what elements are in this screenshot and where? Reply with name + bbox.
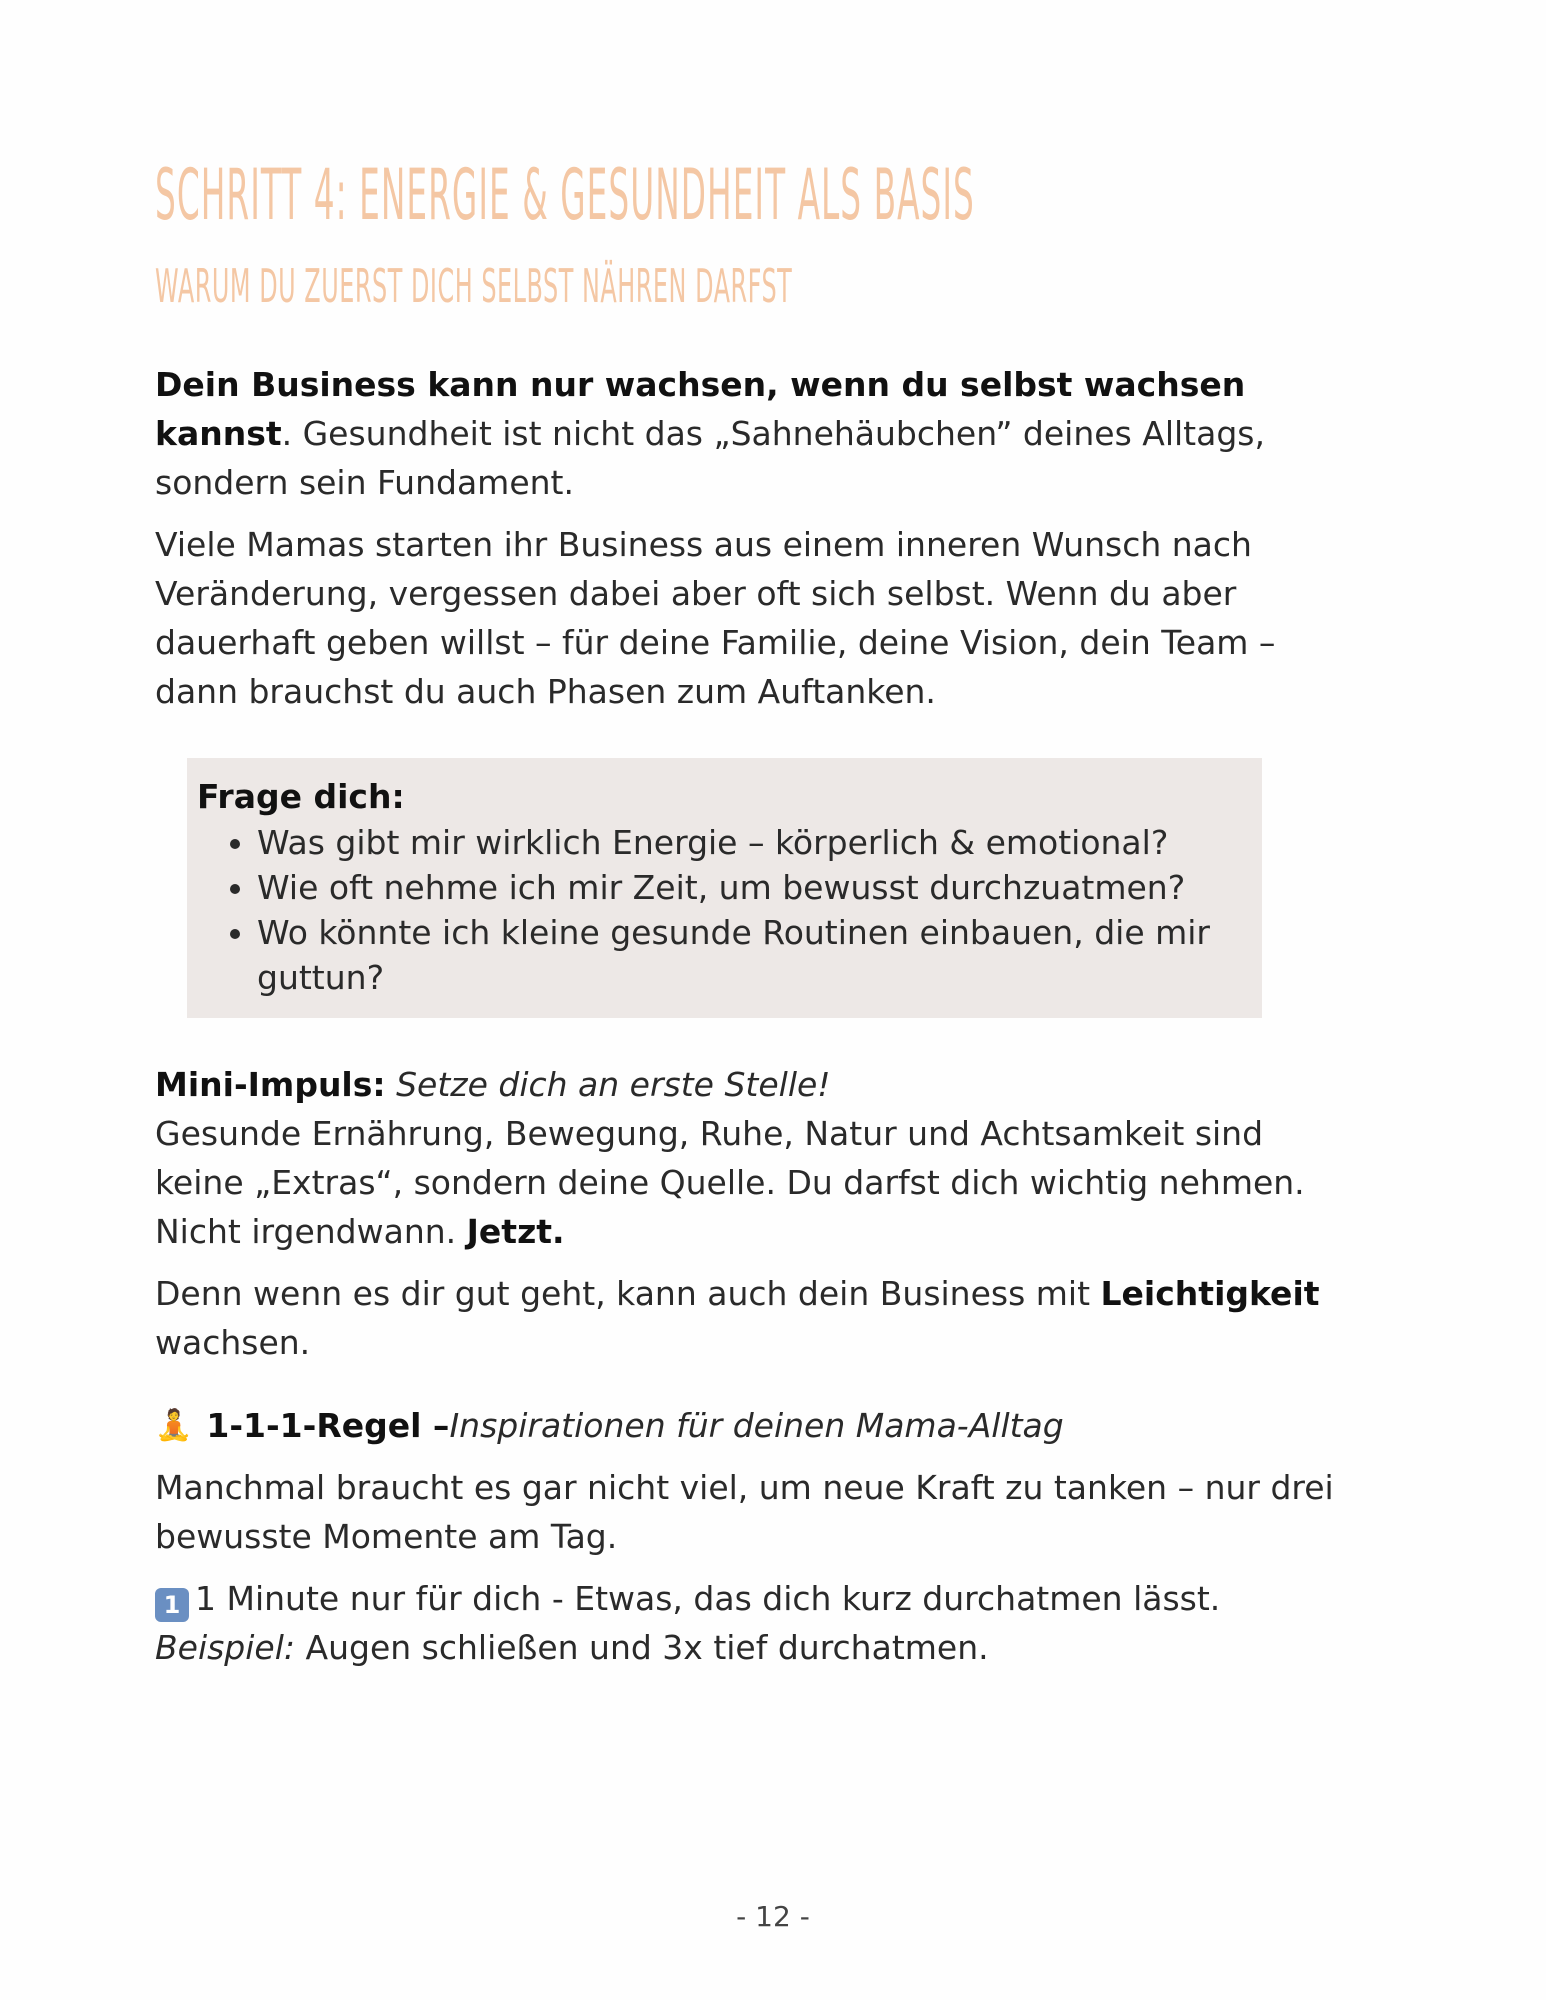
mini-impuls-emphasis: Jetzt. — [466, 1212, 565, 1251]
mini-impuls-text — [155, 1109, 1345, 1256]
intro-text: . Gesundheit ist nicht das „Sahnehäubchen” deines Alltags, sondern sein Fundament. — [155, 414, 1265, 502]
regel-label: 1-1-1-Regel – — [206, 1406, 450, 1445]
step-one-paragraph — [155, 1574, 1345, 1672]
meditation-icon: 🧘 — [155, 1408, 193, 1443]
regel-tagline: Inspirationen für deinen Mama-Alltag — [449, 1406, 1064, 1445]
page-content — [155, 150, 1345, 1672]
question-box — [187, 758, 1262, 1018]
page-title: SCHRITT 4: ENERGIE & GESUNDHEIT ALS BASIS — [155, 154, 975, 236]
leichtigkeit-before: Denn wenn es dir gut geht, kann auch dein Business mit — [155, 1274, 1101, 1313]
step-one-text: 1 Minute nur für dich - Etwas, das dich kurz durchatmen lässt. — [195, 1579, 1221, 1618]
body-paragraph: Viele Mamas starten ihr Business aus einem inneren Wunsch nach Veränderung, vergessen dabei aber oft sich selbst. Wenn du aber dauerhaft geben willst – für deine Familie, deine Vision, dein Team – dann brauchst du auch Phasen zum Auftanken. — [155, 525, 1276, 711]
leichtigkeit-paragraph — [155, 1269, 1345, 1367]
question-item: • Was gibt mir wirklich Energie – körperlich & emotional? — [257, 820, 1242, 865]
regel-paragraph: Manchmal braucht es gar nicht viel, um neue Kraft zu tanken – nur drei bewusste Momente am Tag. — [155, 1468, 1334, 1556]
mini-impuls-heading — [155, 1060, 1345, 1109]
mini-impuls-body: Gesunde Ernährung, Bewegung, Ruhe, Natur und Achtsamkeit sind keine „Extras“, sondern deine Quelle. Du darfst dich wichtig nehmen. Nicht irgendwann. — [155, 1114, 1305, 1251]
keycap-one-icon: 1 — [155, 1588, 189, 1622]
mini-impuls-label: Mini-Impuls: — [155, 1065, 386, 1104]
mini-impuls-tagline: Setze dich an erste Stelle! — [385, 1065, 831, 1104]
question-box-title: Frage dich: — [197, 777, 405, 816]
regel-heading — [155, 1401, 1345, 1450]
leichtigkeit-bold: Leichtigkeit — [1100, 1274, 1320, 1313]
leichtigkeit-after: wachsen. — [155, 1323, 311, 1362]
page-subtitle: WARUM DU ZUERST DICH SELBST NÄHREN DARFST — [155, 259, 793, 313]
question-item: • Wo könnte ich kleine gesunde Routinen einbauen, die mir guttun? — [257, 910, 1242, 1000]
question-list — [197, 820, 1242, 1000]
intro-bold: Dein Business kann nur wachsen, wenn du selbst wachsen kannst — [155, 365, 1246, 453]
intro-paragraph — [155, 360, 1345, 507]
step-one-example-label: Beispiel: — [155, 1628, 296, 1667]
question-item: • Wie oft nehme ich mir Zeit, um bewusst durchzuatmen? — [257, 865, 1242, 910]
page-number: - 12 - — [736, 1900, 810, 1933]
step-one-example-text: Augen schließen und 3x tief durchatmen. — [295, 1628, 989, 1667]
